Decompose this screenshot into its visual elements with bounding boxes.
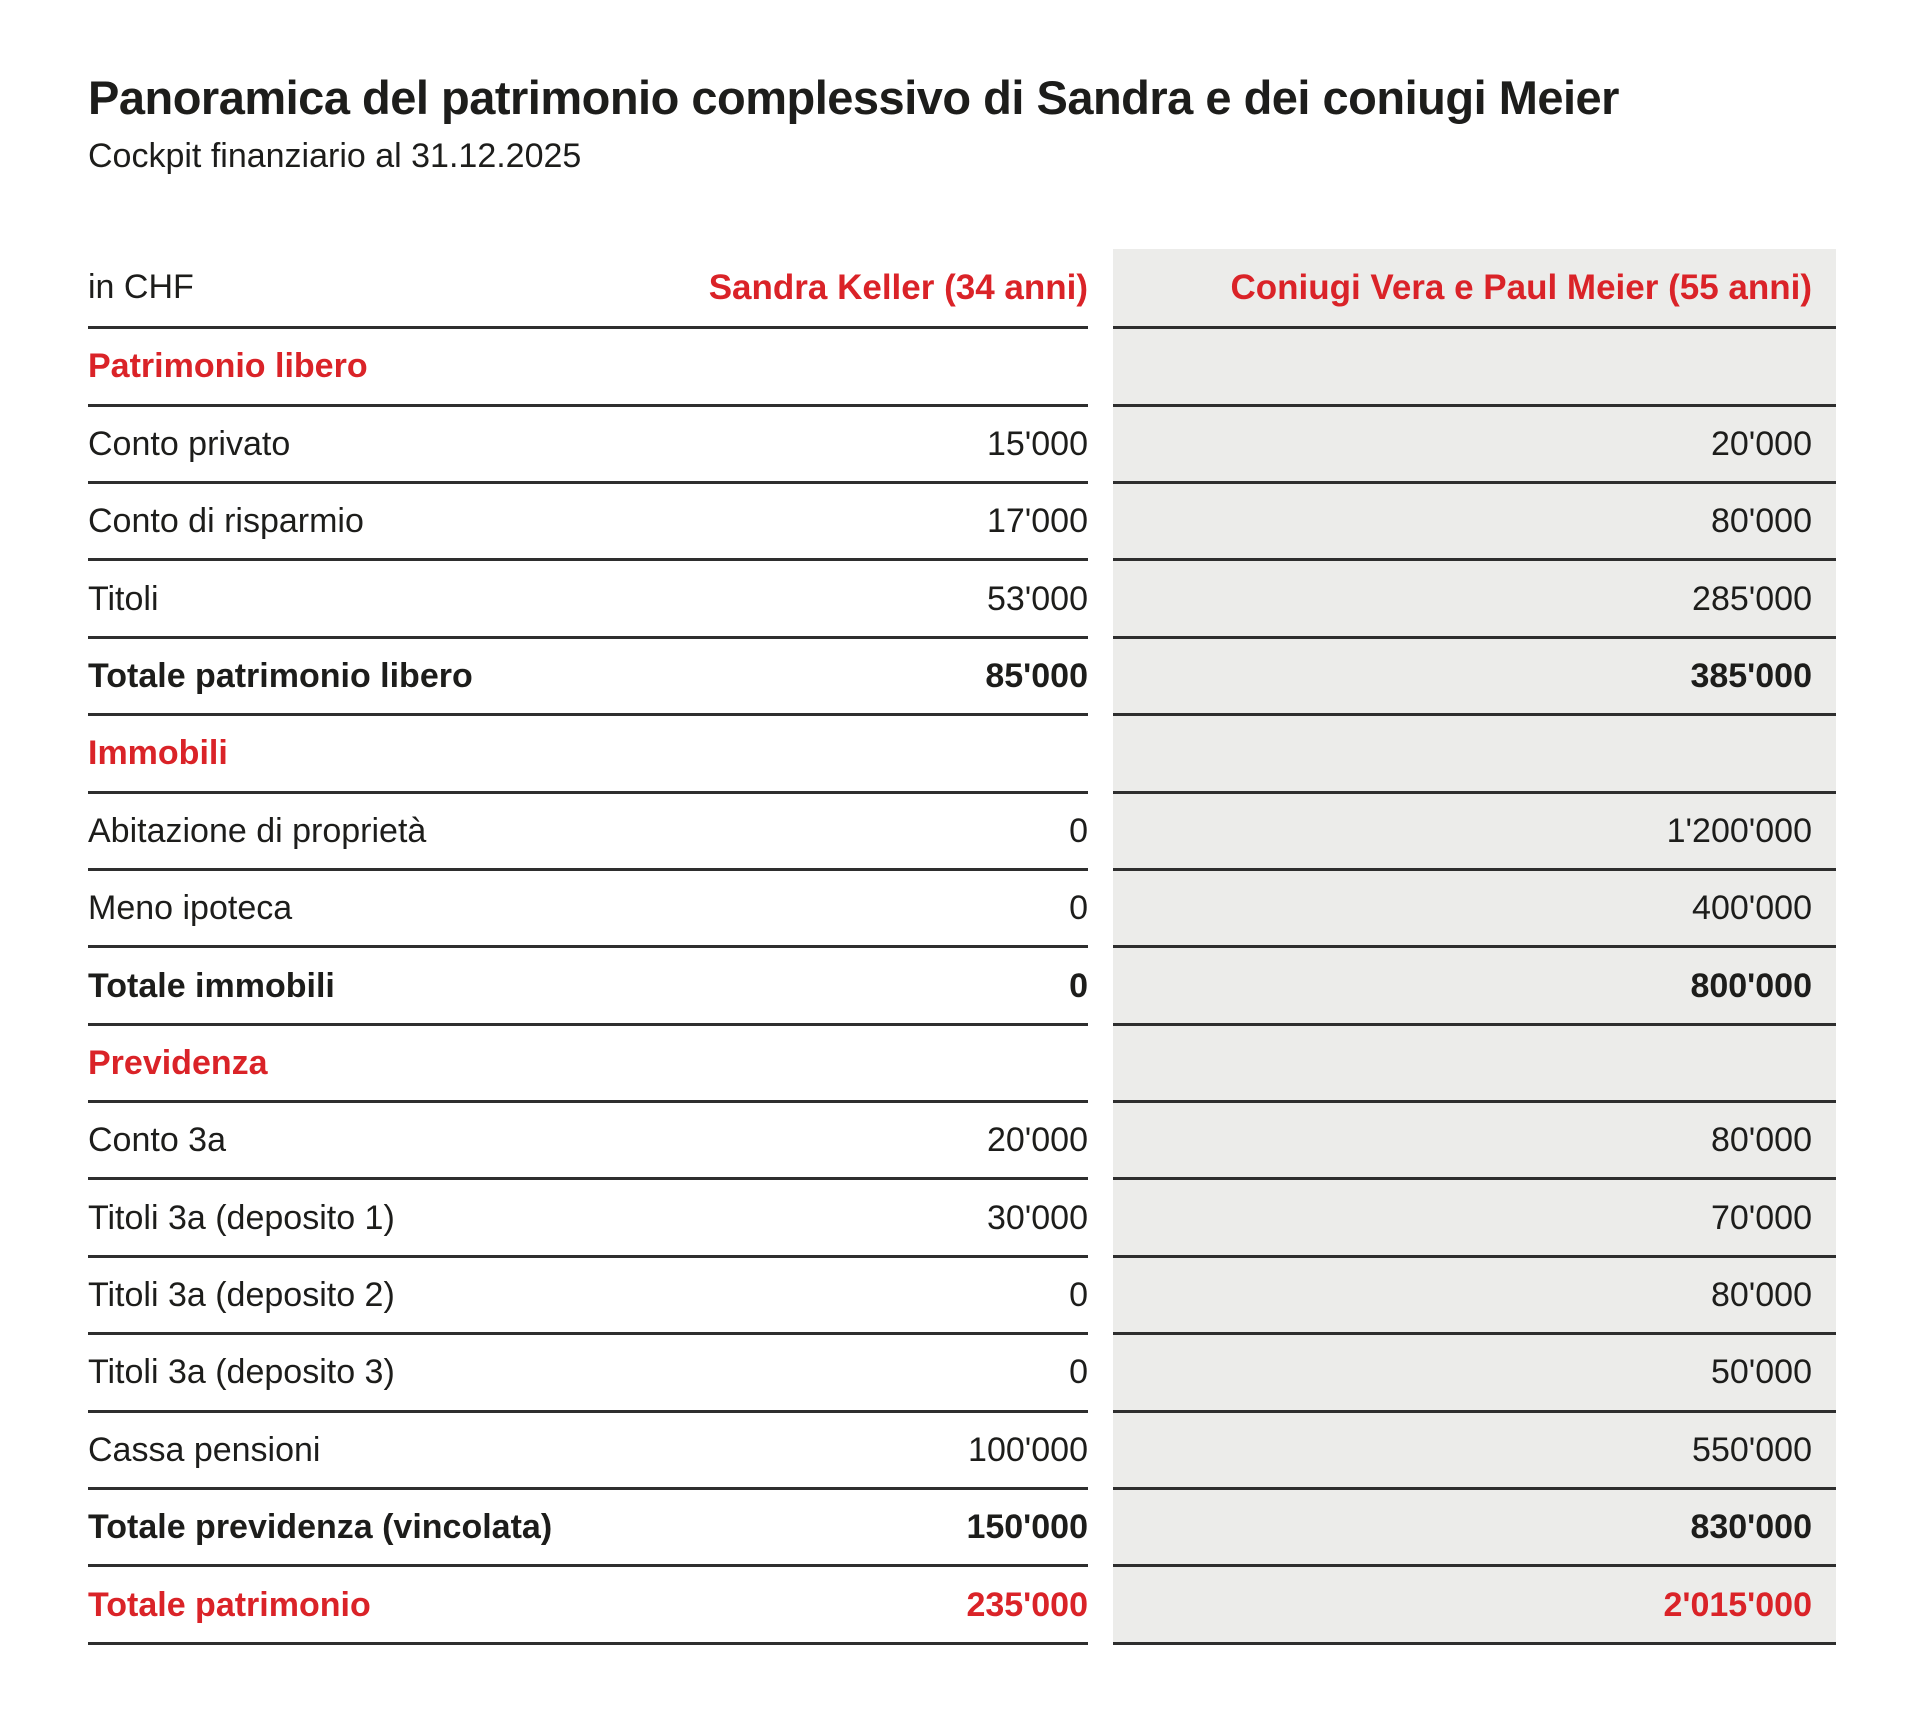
row-value-col2: 80'000 xyxy=(1710,502,1812,541)
row-label: Cassa pensioni xyxy=(88,1430,321,1469)
column-gap xyxy=(1088,484,1113,561)
row-label: Conto 3a xyxy=(88,1121,226,1160)
table-row xyxy=(88,1180,1836,1257)
total-value-col2: 800'000 xyxy=(1690,966,1812,1005)
column-gap xyxy=(1088,1026,1113,1103)
row-value-col2: 50'000 xyxy=(1710,1353,1812,1392)
row-value-col2: 1'200'000 xyxy=(1666,811,1812,850)
total-label: Totale immobili xyxy=(88,966,335,1005)
asset-overview-table xyxy=(88,249,1836,1645)
row-label: Titoli 3a (deposito 2) xyxy=(88,1276,395,1315)
table-row xyxy=(88,1258,1836,1335)
column-header-meier: Coniugi Vera e Paul Meier (55 anni) xyxy=(1230,267,1812,307)
column-gap xyxy=(1088,249,1113,329)
column-gap xyxy=(1088,1413,1113,1490)
table-row xyxy=(88,561,1836,638)
column-gap xyxy=(1088,329,1113,406)
row-value-col2: 80'000 xyxy=(1710,1276,1812,1315)
column-gap xyxy=(1088,948,1113,1025)
row-value-col2: 80'000 xyxy=(1710,1121,1812,1160)
column-gap xyxy=(1088,639,1113,716)
table-row xyxy=(88,407,1836,484)
grand-total-label: Totale patrimonio xyxy=(88,1585,371,1624)
table-row xyxy=(88,794,1836,871)
total-label: Totale patrimonio libero xyxy=(88,656,473,695)
section-row xyxy=(88,329,1836,406)
section-row xyxy=(88,716,1836,793)
column-gap xyxy=(1088,794,1113,871)
page-subtitle: Cockpit finanziario al 31.12.2025 xyxy=(88,137,582,176)
table-header-row xyxy=(88,249,1836,329)
row-value-col1: 0 xyxy=(1069,811,1088,850)
column-gap xyxy=(1088,1258,1113,1335)
row-value-col1: 100'000 xyxy=(968,1430,1088,1469)
row-value-col2: 550'000 xyxy=(1692,1430,1812,1469)
section-row xyxy=(88,1026,1836,1103)
row-value-col1: 30'000 xyxy=(986,1198,1088,1237)
row-label: Conto di risparmio xyxy=(88,502,364,541)
row-value-col2: 285'000 xyxy=(1692,579,1812,618)
total-row xyxy=(88,948,1836,1025)
unit-label: in CHF xyxy=(88,268,194,307)
section-label: Previdenza xyxy=(88,1043,268,1082)
column-gap xyxy=(1088,1335,1113,1412)
total-value-col1: 0 xyxy=(1069,966,1088,1005)
table-row xyxy=(88,1335,1836,1412)
grand-total-row xyxy=(88,1567,1836,1644)
table-row xyxy=(88,1413,1836,1490)
total-value-col2: 385'000 xyxy=(1690,656,1812,695)
grand-total-value-col2: 2'015'000 xyxy=(1663,1585,1812,1624)
row-value-col2: 400'000 xyxy=(1692,889,1812,928)
row-value-col1: 15'000 xyxy=(986,424,1088,463)
total-row xyxy=(88,639,1836,716)
row-value-col1: 0 xyxy=(1069,1276,1088,1315)
column-gap xyxy=(1088,871,1113,948)
section-label: Patrimonio libero xyxy=(88,347,368,386)
total-value-col1: 150'000 xyxy=(966,1508,1088,1547)
grand-total-value-col1: 235'000 xyxy=(966,1585,1088,1624)
row-value-col1: 20'000 xyxy=(986,1121,1088,1160)
row-label: Meno ipoteca xyxy=(88,889,293,928)
column-gap xyxy=(1088,407,1113,484)
total-label: Totale previdenza (vincolata) xyxy=(88,1508,553,1547)
section-label: Immobili xyxy=(88,734,228,773)
column-header-sandra: Sandra Keller (34 anni) xyxy=(708,267,1088,307)
row-value-col1: 53'000 xyxy=(986,579,1088,618)
column-gap xyxy=(1088,561,1113,638)
total-row xyxy=(88,1490,1836,1567)
row-value-col2: 70'000 xyxy=(1710,1198,1812,1237)
row-label: Titoli 3a (deposito 1) xyxy=(88,1198,395,1237)
column-gap xyxy=(1088,1567,1113,1644)
row-value-col1: 0 xyxy=(1069,889,1088,928)
column-gap xyxy=(1088,1180,1113,1257)
row-value-col1: 0 xyxy=(1069,1353,1088,1392)
page-title: Panoramica del patrimonio complessivo di Sandra e dei coniugi Meier xyxy=(88,71,1619,124)
column-gap xyxy=(1088,1103,1113,1180)
row-value-col1: 17'000 xyxy=(986,502,1088,541)
column-gap xyxy=(1088,1490,1113,1567)
row-label: Abitazione di proprietà xyxy=(88,811,427,850)
row-label: Conto privato xyxy=(88,424,291,463)
row-value-col2: 20'000 xyxy=(1710,424,1812,463)
table-row xyxy=(88,1103,1836,1180)
total-value-col2: 830'000 xyxy=(1690,1508,1812,1547)
table-row xyxy=(88,871,1836,948)
total-value-col1: 85'000 xyxy=(985,656,1088,695)
column-gap xyxy=(1088,716,1113,793)
table-row xyxy=(88,484,1836,561)
row-label: Titoli xyxy=(88,579,159,618)
row-label: Titoli 3a (deposito 3) xyxy=(88,1353,395,1392)
